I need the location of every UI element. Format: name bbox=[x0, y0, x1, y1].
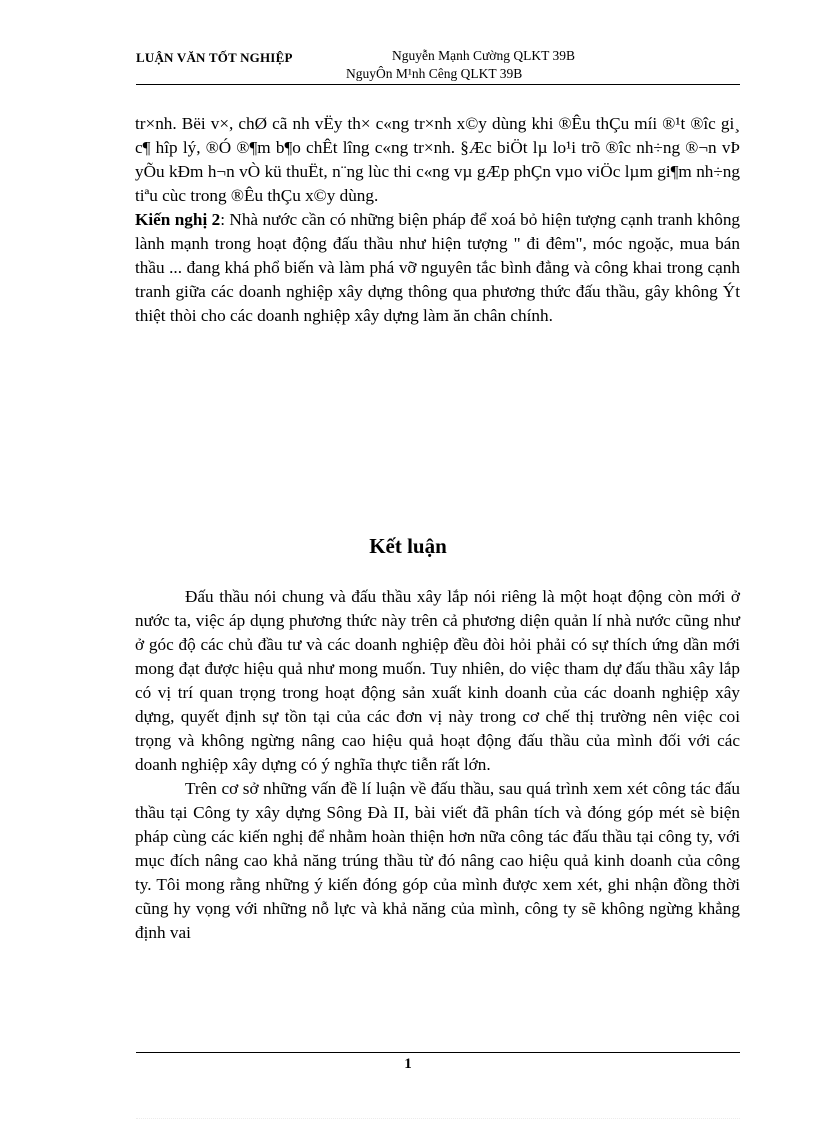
conclusion-paragraph-1: Đấu thầu nói chung và đấu thầu xây lắp nói riêng là một hoạt động còn mới ở nước ta, việc áp dụng phương thức này trên cả phương diện quản lí nhà nước cũng như ở góc độ các chủ đầu tư và các doanh nghiệp đều đòi hỏi phải có sự thích ứng dần mới mong đạt được hiệu quả như mong muốn. Tuy nhiên, do việc tham dự đấu thầu xây lắp có vị trí quan trọng trong hoạt động sản xuất kinh doanh của các doanh nghiệp xây dựng, quyết định sự tồn tại của các đơn vị này trong cơ chế thị trường nên việc coi trọng và không ngừng nâng cao hiệu quả hoạt động đấu thầu của mình đối với các doanh nghiệp xây dựng có ý nghĩa thực tiễn rất lớn. bbox=[135, 587, 740, 774]
garbled-paragraph: tr×nh. Bëi v×, chØ cã nh vËy th× c«ng tr×nh x©y dùng khi ®Êu thÇu míi ®¹t ®îc gi¸ c¶ hîp lý, ®Ó ®¶m b¶o chÊt lîng c«ng tr×nh. §Æc biÖt lµ lo¹i trõ ®îc nh÷ng ®¬n vÞ yÕu kÐm h¬n vÒ kü thuËt, n¨ng lùc thi c«ng vµ gÆp phÇn vµo viÖc lµm gi¶m nh÷ng tiªu cùc trong ®Êu thÇu x©y dùng. bbox=[135, 114, 740, 205]
section-recommendations bbox=[135, 112, 740, 328]
conclusion-title: Kết luận bbox=[369, 534, 447, 558]
footer-divider bbox=[136, 1052, 740, 1053]
header-author-line-garbled: NguyÔn M¹nh Cêng QLKT 39B bbox=[346, 66, 523, 81]
page-edge-line bbox=[136, 1118, 740, 1119]
recommendation-text: : Nhà nước cần có những biện pháp để xoá bỏ hiện tượng cạnh tranh không lành mạnh trong hoạt động đấu thầu như hiện tượng " đi đêm", móc ngoặc, mua bán thầu ... đang khá phổ biến và làm phá vỡ nguyên tắc bình đẳng và công khai trong cạnh tranh giữa các doanh nghiệp xây dựng thông qua phương thức đấu thầu, gây không Ýt thiệt thòi cho các doanh nghiệp xây dựng làm ăn chân chính. bbox=[135, 210, 741, 325]
recommendation-label: Kiến nghị 2 bbox=[135, 210, 221, 229]
header-author-line: Nguyễn Mạnh Cường QLKT 39B bbox=[392, 48, 575, 63]
page-header bbox=[136, 46, 740, 86]
conclusion-paragraph-2: Trên cơ sở những vấn đề lí luận về đấu thầu, sau quá trình xem xét công tác đấu thầu tại Công ty xây dựng Sông Đà II, bài viết đã phân tích và đóng góp mét sè biện pháp cùng các kiến nghị để nhằm hoàn thiện hơn nữa công tác đấu thầu tại công ty, với mục đích nâng cao khả năng trúng thầu từ đó nâng cao hiệu quả kinh doanh của công ty. Tôi mong rằng những ý kiến đóng góp của mình được xem xét, ghi nhận đồng thời cũng hy vọng với những nỗ lực và khả năng của mình, công ty sẽ không ngừng khẳng định vai bbox=[135, 779, 740, 942]
header-thesis-label: LUẬN VĂN TỐT NGHIỆP bbox=[136, 50, 293, 65]
conclusion-body bbox=[135, 585, 740, 945]
recommendation-paragraph bbox=[135, 208, 740, 328]
header-divider bbox=[136, 84, 740, 85]
page-number: 1 bbox=[404, 1056, 412, 1072]
